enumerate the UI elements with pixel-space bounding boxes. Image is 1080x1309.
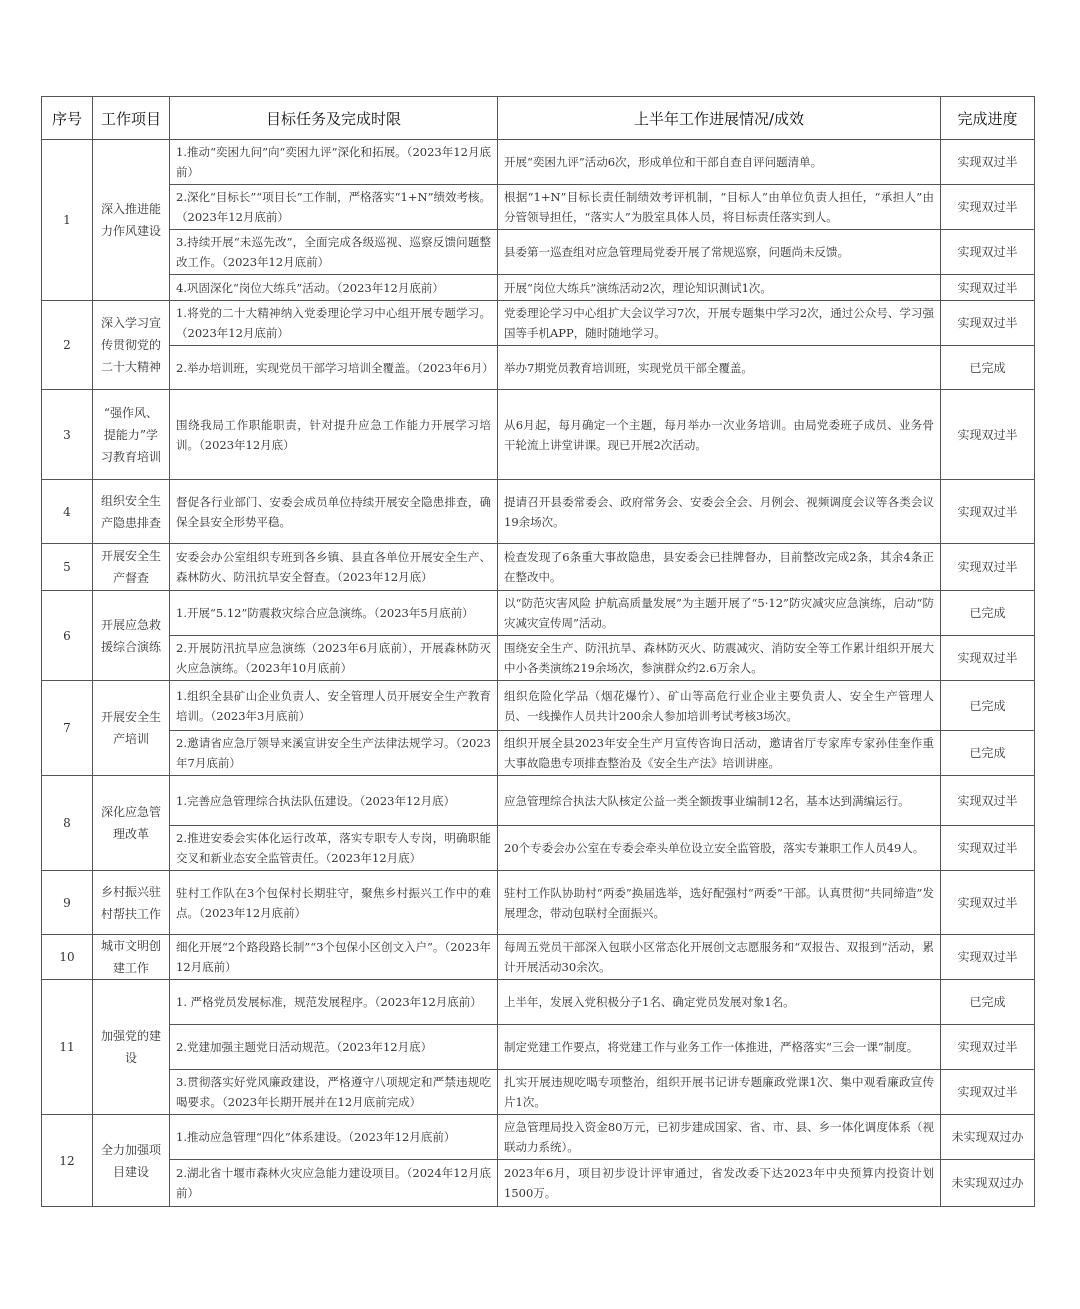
table-row bbox=[42, 301, 1035, 346]
serial-no-cell: 11 bbox=[42, 980, 93, 1115]
header-progress: 上半年工作进展情况/成效 bbox=[498, 97, 941, 140]
header-target-task: 目标任务及完成时限 bbox=[170, 97, 498, 140]
serial-no-cell: 7 bbox=[42, 681, 93, 776]
table-row bbox=[42, 275, 1035, 301]
status-cell: 实现双过半 bbox=[941, 185, 1035, 230]
work-project-cell: 组织安全生产隐患排查 bbox=[93, 480, 170, 544]
work-progress-table bbox=[41, 96, 1035, 1207]
table-row bbox=[42, 980, 1035, 1025]
target-task-cell: 细化开展“2个路段路长制”“3个包保小区创文入户”。（2023年12月底前） bbox=[170, 935, 498, 980]
status-cell: 实现双过半 bbox=[941, 826, 1035, 871]
progress-cell: 20个专委会办公室在专委会牵头单位设立安全监管股，落实专兼职工作人员49人。 bbox=[498, 826, 941, 871]
table-row bbox=[42, 826, 1035, 871]
status-cell: 实现双过半 bbox=[941, 544, 1035, 591]
target-task-cell: 驻村工作队在3个包保村长期驻守，聚焦乡村振兴工作中的难点。（2023年12月底前） bbox=[170, 871, 498, 935]
serial-no-cell: 6 bbox=[42, 591, 93, 681]
progress-cell: 制定党建工作要点，将党建工作与业务工作一体推进，严格落实“三会一课”制度。 bbox=[498, 1025, 941, 1070]
work-project-cell: 深化应急管理改革 bbox=[93, 776, 170, 871]
work-project-cell: 开展应急救援综合演练 bbox=[93, 591, 170, 681]
table-row bbox=[42, 1025, 1035, 1070]
target-task-cell: 2.开展防汛抗旱应急演练（2023年6月底前），开展森林防灭火应急演练。（2023年10月底前） bbox=[170, 636, 498, 681]
work-project-cell: 深入推进能力作风建设 bbox=[93, 140, 170, 301]
serial-no-cell: 2 bbox=[42, 301, 93, 390]
table-row bbox=[42, 544, 1035, 591]
target-task-cell: 1.将党的二十大精神纳入党委理论学习中心组开展专题学习。（2023年12月底前） bbox=[170, 301, 498, 346]
serial-no-cell: 9 bbox=[42, 871, 93, 935]
serial-no-cell: 12 bbox=[42, 1115, 93, 1207]
work-project-cell: 加强党的建设 bbox=[93, 980, 170, 1115]
target-task-cell: 围绕我局工作职能职责，针对提升应急工作能力开展学习培训。（2023年12月底） bbox=[170, 390, 498, 480]
progress-cell: 提请召开县委常委会、政府常务会、安委会全会、月例会、视频调度会议等各类会议19余场次。 bbox=[498, 480, 941, 544]
progress-cell: 应急管理局投入资金80万元，已初步建成国家、省、市、县、乡一体化调度体系（视联动力系统）。 bbox=[498, 1115, 941, 1160]
progress-cell: 根据“1+N”目标长责任制绩效考评机制，“目标人”由单位负责人担任，“承担人”由分管领导担任，“落实人”为股室具体人员，将目标责任落实到人。 bbox=[498, 185, 941, 230]
work-project-cell: 开展安全生产培训 bbox=[93, 681, 170, 776]
status-cell: 实现双过半 bbox=[941, 776, 1035, 826]
progress-cell: 上半年，发展入党积极分子1名、确定党员发展对象1名。 bbox=[498, 980, 941, 1025]
target-task-cell: 1.推动应急管理“四化”体系建设。（2023年12月底前） bbox=[170, 1115, 498, 1160]
status-cell: 已完成 bbox=[941, 731, 1035, 776]
status-cell: 实现双过半 bbox=[941, 935, 1035, 980]
status-cell: 实现双过半 bbox=[941, 275, 1035, 301]
target-task-cell: 2.党建加强主题党日活动规范。（2023年12月底） bbox=[170, 1025, 498, 1070]
status-cell: 实现双过半 bbox=[941, 1025, 1035, 1070]
status-cell: 未实现双过办 bbox=[941, 1160, 1035, 1207]
table-row bbox=[42, 591, 1035, 636]
progress-cell: 2023年6月，项目初步设计评审通过，省发改委下达2023年中央预算内投资计划1500万。 bbox=[498, 1160, 941, 1207]
target-task-cell: 2.邀请省应急厅领导来溪宣讲安全生产法律法规学习。（2023年7月底前） bbox=[170, 731, 498, 776]
work-project-cell: 全力加强项目建设 bbox=[93, 1115, 170, 1207]
header-serial-no: 序号 bbox=[42, 97, 93, 140]
target-task-cell: 2.湖北省十堰市森林火灾应急能力建设项目。（2024年12月底前） bbox=[170, 1160, 498, 1207]
work-project-cell: 深入学习宣传贯彻党的二十大精神 bbox=[93, 301, 170, 390]
table-row bbox=[42, 636, 1035, 681]
status-cell: 实现双过半 bbox=[941, 230, 1035, 275]
target-task-cell: 1.开展“5.12”防震救灾综合应急演练。（2023年5月底前） bbox=[170, 591, 498, 636]
progress-cell: 开展“奕困九评”活动6次，形成单位和干部自查自评问题清单。 bbox=[498, 140, 941, 185]
work-project-cell: “强作风、提能力”学习教育培训 bbox=[93, 390, 170, 480]
progress-cell: 驻村工作队协助村“两委”换届选举，选好配强村“两委”干部。认真贯彻“共同缔造”发展理念，带动包联村全面振兴。 bbox=[498, 871, 941, 935]
serial-no-cell: 8 bbox=[42, 776, 93, 871]
progress-cell: 每周五党员干部深入包联小区常态化开展创文志愿服务和“双报告、双报到”活动，累计开展活动30余次。 bbox=[498, 935, 941, 980]
progress-cell: 以“防范灾害风险 护航高质量发展”为主题开展了“5·12”防灾减灾应急演练，启动“防灾减灾宣传周”活动。 bbox=[498, 591, 941, 636]
progress-cell: 组织开展全县2023年安全生产月宣传咨询日活动，邀请省厅专家库专家孙佳奎作重大事故隐患专项排查整治及《安全生产法》培训讲座。 bbox=[498, 731, 941, 776]
target-task-cell: 督促各行业部门、安委会成员单位持续开展安全隐患排查，确保全县安全形势平稳。 bbox=[170, 480, 498, 544]
work-project-cell: 开展安全生产督查 bbox=[93, 544, 170, 591]
target-task-cell: 2.深化“目标长”“项目长”工作制，严格落实“1+N”绩效考核。（2023年12月底前） bbox=[170, 185, 498, 230]
table-row bbox=[42, 140, 1035, 185]
status-cell: 已完成 bbox=[941, 980, 1035, 1025]
target-task-cell: 1.完善应急管理综合执法队伍建设。（2023年12月底） bbox=[170, 776, 498, 826]
progress-cell: 应急管理综合执法大队核定公益一类全额拨事业编制12名，基本达到满编运行。 bbox=[498, 776, 941, 826]
table-header-row bbox=[42, 97, 1035, 140]
target-task-cell: 3.持续开展“未巡先改”，全面完成各级巡视、巡察反馈问题整改工作。（2023年12月底前） bbox=[170, 230, 498, 275]
status-cell: 实现双过半 bbox=[941, 301, 1035, 346]
work-project-cell: 城市文明创建工作 bbox=[93, 935, 170, 980]
table-row bbox=[42, 230, 1035, 275]
table-row bbox=[42, 776, 1035, 826]
target-task-cell: 2.举办培训班，实现党员干部学习培训全覆盖。（2023年6月） bbox=[170, 346, 498, 390]
serial-no-cell: 1 bbox=[42, 140, 93, 301]
target-task-cell: 2.推进安委会实体化运行改革，落实专职专人专岗，明确职能交叉和新业态安全监管责任。（2023年12月底） bbox=[170, 826, 498, 871]
progress-cell: 扎实开展违规吃喝专项整治，组织开展书记讲专题廉政党课1次、集中观看廉政宣传片1次。 bbox=[498, 1070, 941, 1115]
status-cell: 实现双过半 bbox=[941, 1070, 1035, 1115]
table-row bbox=[42, 1115, 1035, 1160]
status-cell: 实现双过半 bbox=[941, 636, 1035, 681]
target-task-cell: 4.巩固深化“岗位大练兵”活动。（2023年12月底前） bbox=[170, 275, 498, 301]
table-row bbox=[42, 935, 1035, 980]
target-task-cell: 1.推动“奕困九问”向“奕困九评”深化和拓展。（2023年12月底前） bbox=[170, 140, 498, 185]
status-cell: 已完成 bbox=[941, 591, 1035, 636]
progress-cell: 组织危险化学品（烟花爆竹）、矿山等高危行业企业主要负责人、安全生产管理人员、一线操作人员共计200余人参加培训考试考核3场次。 bbox=[498, 681, 941, 731]
status-cell: 已完成 bbox=[941, 346, 1035, 390]
serial-no-cell: 3 bbox=[42, 390, 93, 480]
target-task-cell: 1.组织全县矿山企业负责人、安全管理人员开展安全生产教育培训。（2023年3月底前） bbox=[170, 681, 498, 731]
progress-cell: 从6月起，每月确定一个主题，每月举办一次业务培训。由局党委班子成员、业务骨干轮流上讲堂讲课。现已开展2次活动。 bbox=[498, 390, 941, 480]
progress-cell: 举办7期党员教育培训班，实现党员干部全覆盖。 bbox=[498, 346, 941, 390]
progress-cell: 检查发现了6条重大事故隐患，县安委会已挂牌督办，目前整改完成2条，其余4条正在整改中。 bbox=[498, 544, 941, 591]
table-row bbox=[42, 1070, 1035, 1115]
serial-no-cell: 5 bbox=[42, 544, 93, 591]
target-task-cell: 1. 严格党员发展标准，规范发展程序。（2023年12月底前） bbox=[170, 980, 498, 1025]
table-row bbox=[42, 480, 1035, 544]
progress-cell: 县委第一巡查组对应急管理局党委开展了常规巡察，问题尚未反馈。 bbox=[498, 230, 941, 275]
progress-cell: 党委理论学习中心组扩大会议学习7次，开展专题集中学习2次，通过公众号、学习强国等手机APP，随时随地学习。 bbox=[498, 301, 941, 346]
serial-no-cell: 10 bbox=[42, 935, 93, 980]
target-task-cell: 3.贯彻落实好党风廉政建设，严格遵守八项规定和严禁违规吃喝要求。（2023年长期开展并在12月底前完成） bbox=[170, 1070, 498, 1115]
target-task-cell: 安委会办公室组织专班到各乡镇、县直各单位开展安全生产、森林防火、防汛抗旱安全督查。（2023年12月底） bbox=[170, 544, 498, 591]
status-cell: 实现双过半 bbox=[941, 480, 1035, 544]
status-cell: 已完成 bbox=[941, 681, 1035, 731]
status-cell: 未实现双过办 bbox=[941, 1115, 1035, 1160]
progress-cell: 围绕安全生产、防汛抗旱、森林防灭火、防震减灾、消防安全等工作累计组织开展大中小各类演练219余场次，参演群众约2.6万余人。 bbox=[498, 636, 941, 681]
status-cell: 实现双过半 bbox=[941, 140, 1035, 185]
work-project-cell: 乡村振兴驻村帮扶工作 bbox=[93, 871, 170, 935]
status-cell: 实现双过半 bbox=[941, 871, 1035, 935]
table-row bbox=[42, 1160, 1035, 1207]
table-row bbox=[42, 346, 1035, 390]
header-completion-status: 完成进度 bbox=[941, 97, 1035, 140]
table-row bbox=[42, 731, 1035, 776]
header-work-project: 工作项目 bbox=[93, 97, 170, 140]
table-row bbox=[42, 871, 1035, 935]
status-cell: 实现双过半 bbox=[941, 390, 1035, 480]
serial-no-cell: 4 bbox=[42, 480, 93, 544]
table-row bbox=[42, 390, 1035, 480]
table-row bbox=[42, 185, 1035, 230]
progress-cell: 开展“岗位大练兵”演练活动2次，理论知识测试1次。 bbox=[498, 275, 941, 301]
table-row bbox=[42, 681, 1035, 731]
